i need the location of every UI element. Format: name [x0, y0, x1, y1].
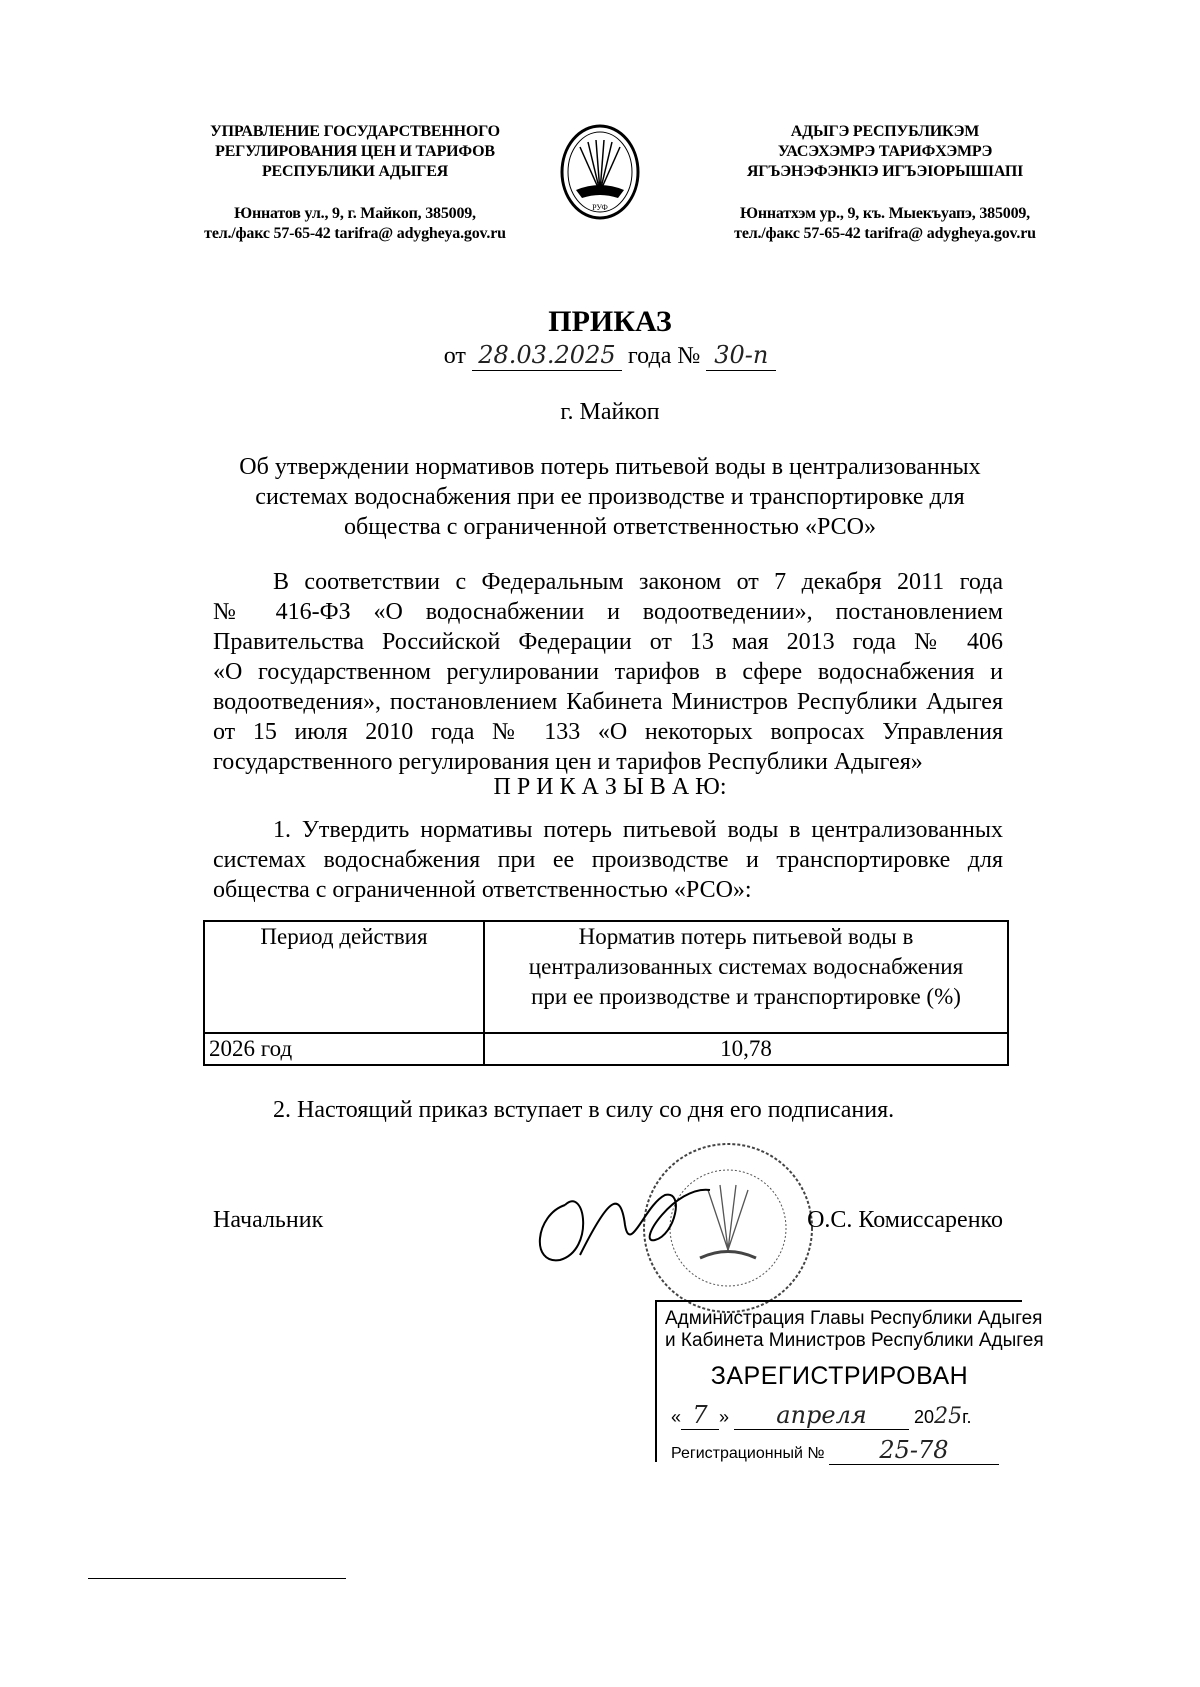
emblem-icon	[558, 122, 642, 222]
reg-year-prefix: 20	[914, 1407, 935, 1427]
order-subject	[150, 452, 1070, 542]
item-line: общества с ограниченной ответственностью «РСО»:	[213, 877, 752, 903]
registration-number	[657, 1436, 1022, 1465]
item-2: 2. Настоящий приказ вступает в силу со дня его подписания.	[273, 1097, 895, 1123]
cell-period: 2026 год	[204, 1033, 484, 1065]
stamp-line: Администрация Главы Республики Адыгея	[665, 1308, 1043, 1329]
org-line: УПРАВЛЕНИЕ ГОСУДАРСТВЕННОГО	[210, 123, 500, 140]
reg-year-suffix: 25	[934, 1404, 963, 1429]
table-row	[204, 1033, 1008, 1065]
loss-norm-table	[203, 920, 1009, 1066]
reg-day: 7	[681, 1401, 719, 1430]
org-line: РЕСПУБЛИКИ АДЫГЕЯ	[261, 163, 449, 180]
item-line: 1. Утвердить нормативы потерь питьевой воды в централизованных	[273, 817, 1003, 843]
org-line: ЯГЪЭНЭФЭНКIЭ ИГЪЭIОРЫШIАПI	[746, 163, 1024, 180]
registration-date: « 7 » апреля 2025г.	[671, 1401, 972, 1429]
reg-number: 25-78	[829, 1436, 999, 1465]
preamble	[213, 567, 1003, 777]
subject-line: Об утверждении нормативов потерь питьевой воды в централизованных	[239, 454, 981, 480]
svg-text:РУФ: РУФ	[592, 203, 608, 212]
signatory-name: О.С. Комиссаренко	[807, 1207, 1003, 1233]
item-1	[213, 815, 1003, 905]
right-org-name	[705, 122, 1065, 244]
preamble-line: государственного регулирования цен и тарифов Республики Адыгея»	[213, 749, 923, 775]
header-period: Период действия	[204, 921, 484, 1033]
preamble-line: Правительства Российской Федерации от 13 мая 2013 года № 406	[213, 629, 1003, 655]
city: г. Майкоп	[560, 399, 660, 425]
footnote-divider	[88, 1578, 346, 1579]
address-line: Юннатов ул., 9, г. Майкоп, 385009,	[234, 205, 476, 222]
registration-stamp	[655, 1300, 1044, 1464]
subject-line: системах водоснабжения при ее производстве и транспортировке для	[255, 484, 965, 510]
reg-label: Регистрационный №	[671, 1445, 825, 1462]
preamble-line: В соответствии с Федеральным законом от 7 декабря 2011 года	[273, 569, 1003, 595]
stamp-status: ЗАРЕГИСТРИРОВАН	[710, 1362, 969, 1390]
org-line: РЕГУЛИРОВАНИЯ ЦЕН И ТАРИФОВ	[215, 143, 495, 160]
signatory-position: Начальник	[213, 1207, 324, 1233]
order-date-number	[0, 340, 1200, 371]
order-number: 30-п	[706, 340, 776, 371]
preamble-line: водоотведения», постановлением Кабинета Министров Республики Адыгея	[213, 689, 1003, 715]
from-label: от	[443, 343, 466, 369]
contact-line: тел./факс 57-65-42 tarifra@ adygheya.gov.ru	[734, 225, 1036, 242]
signature-icon	[525, 1165, 715, 1285]
preamble-line: № 416-ФЗ «О водоснабжении и водоотведении», постановлением	[213, 599, 1003, 625]
reg-month: апреля	[734, 1401, 909, 1430]
org-line: АДЫГЭ РЕСПУБЛИКЭМ	[790, 123, 980, 140]
subject-line: общества с ограниченной ответственностью «РСО»	[344, 514, 876, 540]
document-title: ПРИКАЗ	[548, 305, 672, 338]
item-line: системах водоснабжения при ее производстве и транспортировке для	[213, 847, 1003, 873]
preamble-line: от 15 июля 2010 года № 133 «О некоторых вопросах Управления	[213, 719, 1003, 745]
cell-value: 10,78	[484, 1033, 1008, 1065]
table-header-row	[204, 921, 1008, 1033]
org-line: УАСЭХЭМРЭ ТАРИФХЭМРЭ	[777, 143, 993, 160]
stamp-line: и Кабинета Министров Республики Адыгея	[665, 1330, 1044, 1351]
order-date: 28.03.2025	[472, 340, 622, 371]
reg-year-label: г.	[962, 1407, 972, 1427]
year-label: года №	[627, 343, 701, 369]
header-norm: Норматив потерь питьевой воды в централизованных системах водоснабжения при ее производстве и транспортировке (%)	[484, 921, 1008, 1033]
address-line: Юннатхэм ур., 9, къ. Мыекъуапэ, 385009,	[740, 205, 1030, 222]
preamble-line: «О государственном регулировании тарифов в сфере водоснабжения и	[213, 659, 1003, 685]
left-org-name	[185, 122, 525, 244]
contact-line: тел./факс 57-65-42 tarifra@ adygheya.gov.ru	[204, 225, 506, 242]
directive: П Р И К А З Ы В А Ю:	[493, 774, 727, 800]
